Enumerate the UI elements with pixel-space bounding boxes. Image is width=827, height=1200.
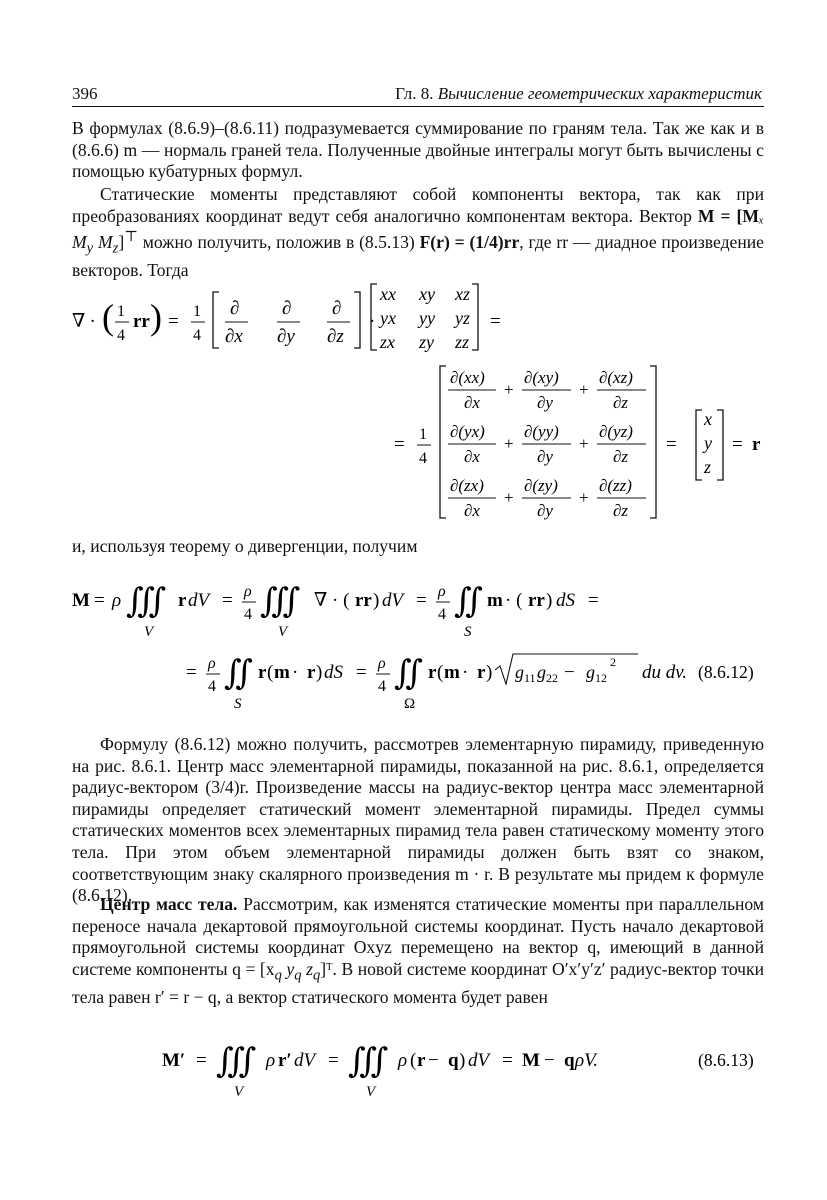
svg-text:=: =: [416, 590, 427, 611]
m23: yz: [455, 308, 470, 328]
equation-number-12: (8.6.12): [698, 662, 754, 682]
svg-text:+: +: [504, 380, 514, 399]
svg-text:M: M: [522, 1050, 540, 1071]
svg-text:q: q: [448, 1050, 459, 1071]
svg-text:∂(zy): ∂(zy): [524, 476, 558, 495]
svg-text:(: (: [437, 662, 444, 683]
svg-text:r: r: [178, 590, 187, 611]
svg-text:g: g: [537, 662, 546, 682]
svg-text:S: S: [234, 696, 242, 712]
equation-number-13: (8.6.13): [698, 1050, 754, 1070]
svg-text:∭: ∭: [216, 1043, 257, 1080]
partial-x: ∂x: [225, 326, 243, 347]
svg-text:4: 4: [438, 606, 446, 623]
svg-text:=: =: [196, 1050, 207, 1071]
svg-text:V: V: [278, 624, 288, 640]
svg-text:=: =: [588, 590, 599, 611]
svg-text:=: =: [732, 434, 743, 455]
svg-text:S: S: [464, 624, 472, 640]
svg-text:∂: ∂: [332, 298, 342, 319]
svg-text:∂(yy): ∂(yy): [524, 422, 559, 441]
svg-text:(: (: [102, 297, 114, 337]
svg-text:): ): [546, 590, 553, 611]
svg-text:dS: dS: [556, 590, 575, 611]
svg-text:·: ·: [369, 311, 376, 332]
svg-text:4: 4: [378, 678, 386, 695]
svg-text:+: +: [504, 434, 514, 453]
svg-text:∂: ∂: [282, 298, 292, 319]
svg-text:r: r: [752, 434, 761, 455]
svg-text:V: V: [144, 624, 154, 640]
svg-text:∂(xx): ∂(xx): [450, 368, 485, 387]
svg-text:∂x: ∂x: [464, 393, 480, 412]
svg-text:r: r: [477, 662, 486, 683]
svg-text:ρ: ρ: [378, 655, 386, 672]
svg-text:∇ ·: ∇ ·: [72, 311, 95, 332]
svg-text:ρV.: ρV.: [575, 1050, 599, 1071]
m12: xy: [419, 284, 435, 304]
svg-text:∂(zx): ∂(zx): [450, 476, 484, 495]
svg-text:(: (: [410, 1050, 417, 1071]
svg-text:∂(zz): ∂(zz): [599, 476, 632, 495]
svg-text:·: ·: [462, 662, 469, 683]
chapter-title: Гл. 8. Вычисление геометрических характеристик: [395, 84, 762, 103]
svg-text:=: =: [490, 311, 501, 332]
svg-text:m: m: [444, 662, 460, 683]
svg-text:∂x: ∂x: [464, 447, 480, 466]
svg-text:=: =: [356, 662, 367, 683]
svg-text:4: 4: [244, 606, 252, 623]
svg-text:=: =: [666, 434, 677, 455]
paragraph-5: Центр масс тела. Рассмотрим, как изменятся статические моменты при параллельном переносе начала декартовой прямоугольной системы координат. Пусть начало декартовой прямоугольной системы координат Oxyz перемещено на вектор q, имеющий в данной системе компоненты $q = [x_q$ $y_q$ $z_q]ᵀ$. В новой системе координат O′x′y′z′ радиус-вектор точки тела равен r′ = r − q, а вектор статического момента будет равен: [72, 894, 764, 1007]
partial-z: ∂z: [327, 326, 344, 347]
m32: zy: [419, 332, 434, 352]
svg-text:∭: ∭: [126, 583, 167, 620]
svg-text:ρ: ρ: [244, 583, 252, 600]
svg-text:1: 1: [117, 303, 125, 320]
svg-text:+: +: [504, 488, 514, 507]
svg-text:−: −: [564, 662, 575, 683]
svg-text:r: r: [307, 662, 316, 683]
svg-text:): ): [373, 590, 380, 611]
result-x: x: [704, 409, 712, 429]
svg-text:∂y: ∂y: [537, 501, 553, 520]
svg-text:=: =: [502, 1050, 513, 1071]
svg-text:∂x: ∂x: [464, 501, 480, 520]
svg-text:=: =: [328, 1050, 339, 1071]
svg-text:): ): [486, 662, 493, 683]
svg-text:∬: ∬: [394, 655, 423, 692]
svg-text:−: −: [428, 1050, 439, 1071]
page-number: 396: [72, 84, 98, 103]
svg-text:V: V: [366, 1084, 376, 1100]
m21: yx: [380, 308, 396, 328]
svg-text:∂y: ∂y: [537, 393, 553, 412]
svg-text:·: ·: [292, 662, 299, 683]
partial-y: ∂y: [277, 326, 295, 347]
svg-text:=: =: [94, 590, 105, 611]
svg-text:g: g: [515, 662, 524, 682]
svg-text:ρ: ρ: [112, 590, 122, 611]
divergence-equation: [72, 282, 764, 522]
svg-text:dV: dV: [468, 1050, 490, 1071]
svg-text:): ): [150, 297, 162, 337]
paragraph-2: Статические моменты представляют собой компоненты вектора, так как при преобразованиях координат ведут себя аналогично компонентам вектора. Вектор M = [Mₓ $M_y$ $M_z]^⊤$ можно получить, положив в (8.5.13) F(r) = (1/4)rr, где rr — диадное произведение векторов. Тогда: [72, 184, 764, 281]
svg-text:rr: rr: [133, 311, 150, 332]
svg-text:): ): [316, 662, 323, 683]
svg-text:+: +: [579, 488, 589, 507]
shifted-moment-equation: [72, 1036, 764, 1104]
m22: yy: [419, 308, 435, 328]
svg-text:∂z: ∂z: [613, 501, 629, 520]
paragraph-1: В формулах (8.6.9)–(8.6.11) подразумевается суммирование по граням тела. Так же как и в (8.6.6) m — нормаль граней тела. Полученные двойные интегралы могут быть вычислены с помощью кубатурных формул.: [72, 118, 764, 182]
result-y: y: [704, 433, 712, 453]
svg-text:∬: ∬: [454, 583, 483, 620]
svg-text:−: −: [544, 1050, 555, 1071]
svg-text:q: q: [564, 1050, 575, 1071]
svg-text:∂y: ∂y: [537, 447, 553, 466]
svg-text:m: m: [274, 662, 290, 683]
svg-text:dV: dV: [382, 590, 404, 611]
svg-text:): ): [459, 1050, 466, 1071]
svg-text:du dv.: du dv.: [642, 662, 688, 683]
svg-text:dV: dV: [294, 1050, 316, 1071]
svg-text:ρ: ρ: [266, 1050, 276, 1071]
svg-text:=: =: [186, 662, 197, 683]
svg-text:ρ: ρ: [208, 655, 216, 672]
svg-text:rr: rr: [355, 590, 372, 611]
static-moment-equation: [72, 570, 764, 720]
m33: zz: [455, 332, 470, 352]
svg-text:4: 4: [117, 327, 125, 344]
svg-text:M′: M′: [162, 1050, 186, 1071]
svg-text:(: (: [267, 662, 274, 683]
svg-text:4: 4: [419, 450, 427, 467]
svg-text:∂(yz): ∂(yz): [599, 422, 633, 441]
svg-text:M: M: [72, 590, 90, 611]
svg-text:r: r: [428, 662, 437, 683]
m11: xx: [380, 284, 396, 304]
svg-text:ρ: ρ: [438, 583, 446, 600]
svg-text:12: 12: [595, 671, 607, 685]
m31: zx: [380, 332, 395, 352]
svg-text:rr: rr: [528, 590, 545, 611]
svg-text:m: m: [487, 590, 503, 611]
svg-text:=: =: [394, 434, 405, 455]
svg-text:Ω: Ω: [404, 696, 416, 712]
m13: xz: [455, 284, 470, 304]
svg-text:+: +: [579, 380, 589, 399]
svg-text:∭: ∭: [260, 583, 301, 620]
svg-text:dS: dS: [324, 662, 343, 683]
svg-text:∂: ∂: [230, 298, 240, 319]
svg-text:4: 4: [208, 678, 216, 695]
svg-text:ρ: ρ: [398, 1050, 408, 1071]
running-header: [72, 80, 764, 107]
svg-text:=: =: [222, 590, 233, 611]
svg-text:∂z: ∂z: [613, 393, 629, 412]
svg-text:r: r: [417, 1050, 426, 1071]
svg-text:2: 2: [610, 655, 616, 669]
paragraph-4: Формулу (8.6.12) можно получить, рассмотрев элементарную пирамиду, приведенную на рис. 8.6.1. Центр масс элементарной пирамиды, показанной на рис. 8.6.1, определяется радиус-вектором (3/4)r. Произведение массы на радиус-вектор центра масс элементарной пирамиды определяет статический момент элементарной пирамиды. Предел суммы статических моментов всех элементарных пирамид тела равен статическому моменту этого тела. При этом объем элементарной пирамиды должен быть взят со знаком, соответствующим знаку скалярного произведения m · r. В результате мы придем к формуле (8.6.12).: [72, 734, 764, 906]
svg-text:+: +: [579, 434, 589, 453]
svg-text:∭: ∭: [348, 1043, 389, 1080]
svg-text:∇ · (: ∇ · (: [314, 590, 350, 611]
svg-text:∂(yx): ∂(yx): [450, 422, 485, 441]
svg-text:g: g: [586, 662, 595, 682]
svg-text:4: 4: [193, 327, 201, 344]
svg-text:∂z: ∂z: [613, 447, 629, 466]
svg-text:∬: ∬: [224, 655, 253, 692]
result-z: z: [704, 457, 712, 477]
svg-text:∂(xy): ∂(xy): [524, 368, 559, 387]
svg-text:=: =: [168, 311, 179, 332]
svg-text:11: 11: [524, 671, 536, 685]
svg-text:V: V: [234, 1084, 244, 1100]
svg-text:1: 1: [193, 303, 201, 320]
svg-text:· (: · (: [505, 590, 523, 611]
svg-text:1: 1: [419, 426, 427, 443]
svg-text:22: 22: [546, 671, 558, 685]
svg-text:dV: dV: [188, 590, 210, 611]
svg-text:r′: r′: [278, 1050, 292, 1071]
svg-text:∂(xz): ∂(xz): [599, 368, 633, 387]
svg-text:r: r: [258, 662, 267, 683]
paragraph-3: и, используя теорему о дивергенции, получим: [72, 536, 418, 556]
